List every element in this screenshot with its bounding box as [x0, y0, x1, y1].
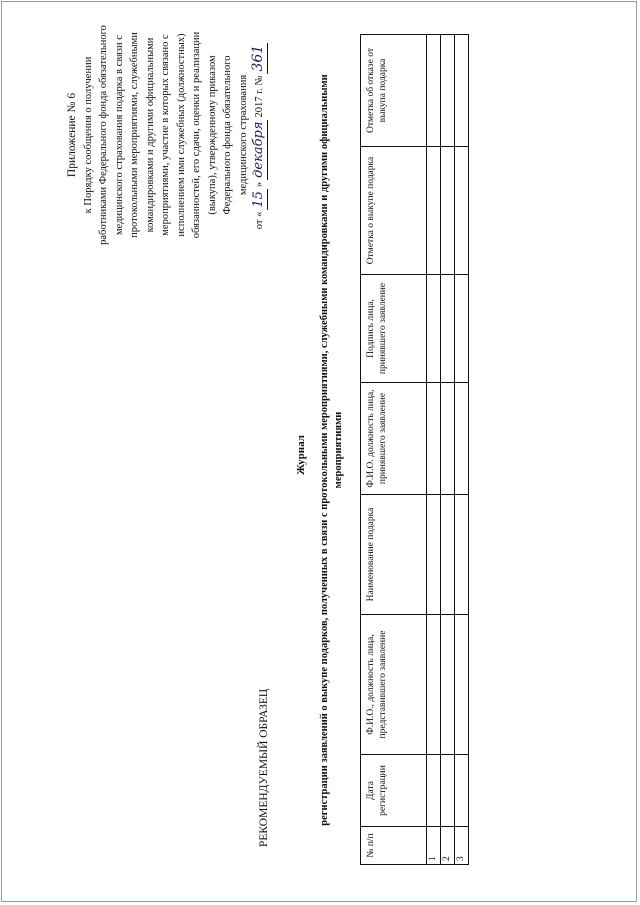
table-cell [427, 35, 441, 147]
table-cell [427, 147, 441, 275]
table-cell [441, 755, 455, 827]
header-refusal-mark: Отметка об отказе от выкупа подарка [361, 35, 427, 147]
appendix-text [81, 5, 252, 265]
appendix-line: к Порядку сообщения о получении [82, 56, 94, 214]
appendix-line: мероприятиями, участие в которых связано с [160, 34, 171, 236]
order-date-line [251, 5, 268, 265]
table-cell [455, 615, 469, 755]
appendix-line: исполнением ими служебных (должностных) [175, 33, 187, 237]
appendix-line: медицинского страхования [237, 74, 249, 196]
header-gift-name: Наименование подарка [361, 495, 427, 615]
date-year: 2017 г. № [254, 75, 265, 118]
handwritten-month: декабря [251, 121, 266, 178]
header-receiver: Ф.И.О. должность лица, принявшего заявление [361, 383, 427, 495]
appendix-line: (выкупа), утвержденному приказом [206, 55, 218, 215]
appendix-title: Приложение № 6 [66, 92, 78, 178]
header-registration-date: Дата регистрации [361, 755, 427, 827]
handwritten-day: 15 [251, 191, 266, 208]
table-cell [427, 615, 441, 755]
header-receiver-signature: Подпись лица, принявшего заявление [361, 275, 427, 383]
table-cell [455, 755, 469, 827]
table-header-row [361, 35, 427, 865]
appendix-line: медицинского страхования подарка в связи с [113, 35, 125, 235]
table-cell [427, 755, 441, 827]
table-cell [441, 495, 455, 615]
appendix-line: командировками и другими официальными [144, 37, 156, 233]
table-cell [427, 383, 441, 495]
table-cell [441, 147, 455, 275]
journal-title: Журнал [295, 435, 307, 475]
appendix-line: протокольными мероприятиями, служебными [129, 32, 140, 238]
header-number: № п/п [361, 827, 427, 865]
appendix-line: обязанностей, его сдачи, оценки и реализации [191, 31, 202, 239]
appendix-line: Федерального фонда обязательного [222, 55, 233, 215]
table-cell [441, 383, 455, 495]
journal-subtitle: регистрации заявлений о выкупе подарков, полученных в связи с протокольными мероприятиями, служебными командировками и другими официальными мероприятиями [319, 74, 344, 826]
table-cell [441, 615, 455, 755]
table-cell [441, 275, 455, 383]
appendix-line: работниками Федерального фонда обязательного [98, 25, 109, 245]
header-buyout-mark: Отметка о выкупе подарка [361, 147, 427, 275]
table-cell [427, 275, 441, 383]
table-cell [455, 383, 469, 495]
table-cell [455, 495, 469, 615]
row-number-cell: 3 [455, 827, 469, 865]
table-cell [427, 495, 441, 615]
row-number-cell: 2 [441, 827, 455, 865]
table-cell [455, 35, 469, 147]
table-cell [455, 275, 469, 383]
appendix-block [65, 5, 268, 265]
header-applicant: Ф.И.О., должность лица, представившего заявление [361, 615, 427, 755]
table-row [441, 35, 455, 865]
date-prefix: от « [254, 211, 265, 230]
table-row [455, 35, 469, 865]
date-quote-close: » [254, 181, 265, 188]
recommended-sample-label: РЕКОМЕНДУЕМЫЙ ОБРАЗЕЦ [258, 688, 270, 847]
journal-table [360, 34, 469, 865]
table-row [427, 35, 441, 865]
table-cell [441, 35, 455, 147]
handwritten-order-number: 361 [250, 44, 266, 72]
row-number-cell: 1 [427, 827, 441, 865]
table-cell [455, 147, 469, 275]
